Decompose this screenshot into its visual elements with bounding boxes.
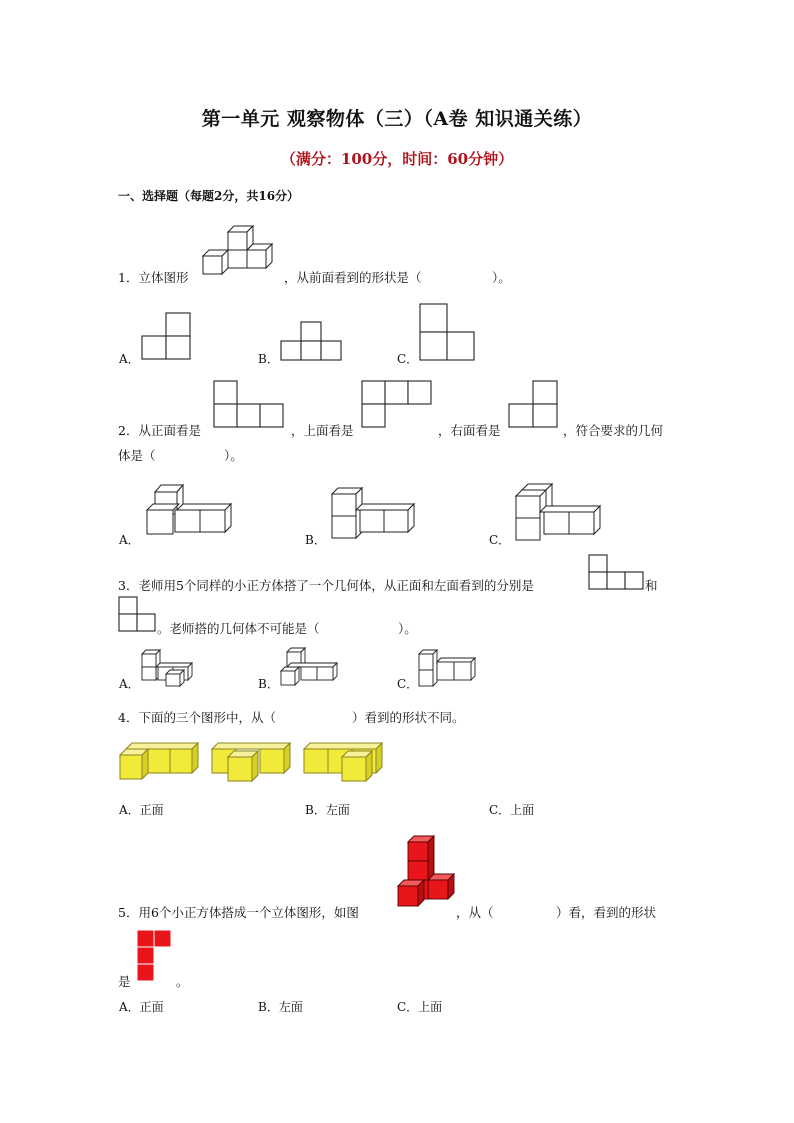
q3-stem-a: 3．老师用5个同样的小正方体搭了一个几何体，从正面和左面看到的分别是: [118, 578, 534, 593]
q5-stem-b: ，从（: [456, 905, 494, 920]
q1-option-c-label: C．: [397, 352, 419, 366]
q1-stem-b: ，从前面看到的形状是（: [284, 270, 422, 285]
q1-solid-figure: [198, 220, 280, 280]
q5-stem-e: 。: [176, 974, 189, 989]
q5-stem-a: 5．用6个小正方体搭成一个立体图形，如图: [118, 905, 359, 920]
q4-figure-3: [302, 741, 386, 783]
q5-stem-d: 是: [118, 974, 131, 989]
q4-figure-2: [210, 741, 294, 783]
q2-stem-a: 2．从正面看是: [118, 423, 201, 438]
q5-red-figure: [396, 834, 456, 912]
q2-stem-e: 体是（: [118, 448, 156, 463]
q4-stem-b: ）看到的形状不同。: [352, 710, 465, 725]
q3-option-c-label: C．: [397, 677, 419, 691]
q3-option-b-label: B．: [258, 677, 279, 691]
q3-left-view: [119, 597, 159, 633]
q2-option-c-figure[interactable]: [514, 484, 604, 544]
q3-stem-d: ）。: [398, 621, 417, 636]
q1-stem-a: 1．立体图形: [118, 270, 189, 285]
q3-stem-b: 和: [645, 578, 658, 593]
q3-option-a-label: A．: [119, 677, 140, 691]
q2-option-c-label: C．: [489, 533, 511, 547]
q3-option-a-figure[interactable]: [140, 648, 196, 688]
q2-option-a-label: A．: [119, 533, 140, 547]
q4-option-a[interactable]: A．正面: [119, 803, 164, 817]
q5-option-c[interactable]: C．上面: [397, 1000, 443, 1014]
q2-stem-d: ，符合要求的几何: [563, 423, 664, 438]
q5-option-b[interactable]: B．左面: [258, 1000, 303, 1014]
q1-option-b-label: B．: [258, 352, 279, 366]
q1-option-c-shape[interactable]: [420, 304, 476, 362]
q1-option-b-shape[interactable]: [281, 322, 343, 362]
q2-right-view: [509, 381, 559, 429]
q2-option-b-label: B．: [305, 533, 326, 547]
q2-stem-f: ）。: [224, 448, 243, 463]
section-heading: 一、选择题（每题2分，共16分）: [118, 189, 300, 203]
page-subtitle: （满分：100分，时间：60分钟）: [280, 150, 514, 168]
q1-stem-c: ）。: [492, 270, 511, 285]
q1-option-a-label: A．: [119, 352, 140, 366]
q2-front-view: [214, 381, 286, 429]
q3-option-c-figure[interactable]: [417, 648, 479, 688]
q2-stem-c: ，右面看是: [438, 423, 501, 438]
q2-option-a-figure[interactable]: [145, 482, 235, 540]
q5-answer-shape: [137, 930, 175, 984]
q2-stem-b: ，上面看是: [291, 423, 354, 438]
q4-figure-1: [118, 741, 202, 781]
q2-top-view: [362, 381, 434, 429]
q4-stem-a: 4．下面的三个图形中，从（: [118, 710, 276, 725]
q3-front-view: [589, 555, 645, 591]
q2-option-b-figure[interactable]: [330, 486, 418, 540]
q3-option-b-figure[interactable]: [279, 646, 341, 688]
q3-stem-c: 。老师搭的几何体不可能是（: [157, 621, 320, 636]
q5-option-a[interactable]: A．正面: [119, 1000, 164, 1014]
q4-option-b[interactable]: B．左面: [305, 803, 350, 817]
q1-option-a-shape[interactable]: [142, 313, 192, 361]
q5-stem-c: ）看，看到的形状: [556, 905, 657, 920]
q4-option-c[interactable]: C．上面: [489, 803, 535, 817]
page-title: 第一单元 观察物体（三）（A卷 知识通关练）: [201, 108, 593, 130]
